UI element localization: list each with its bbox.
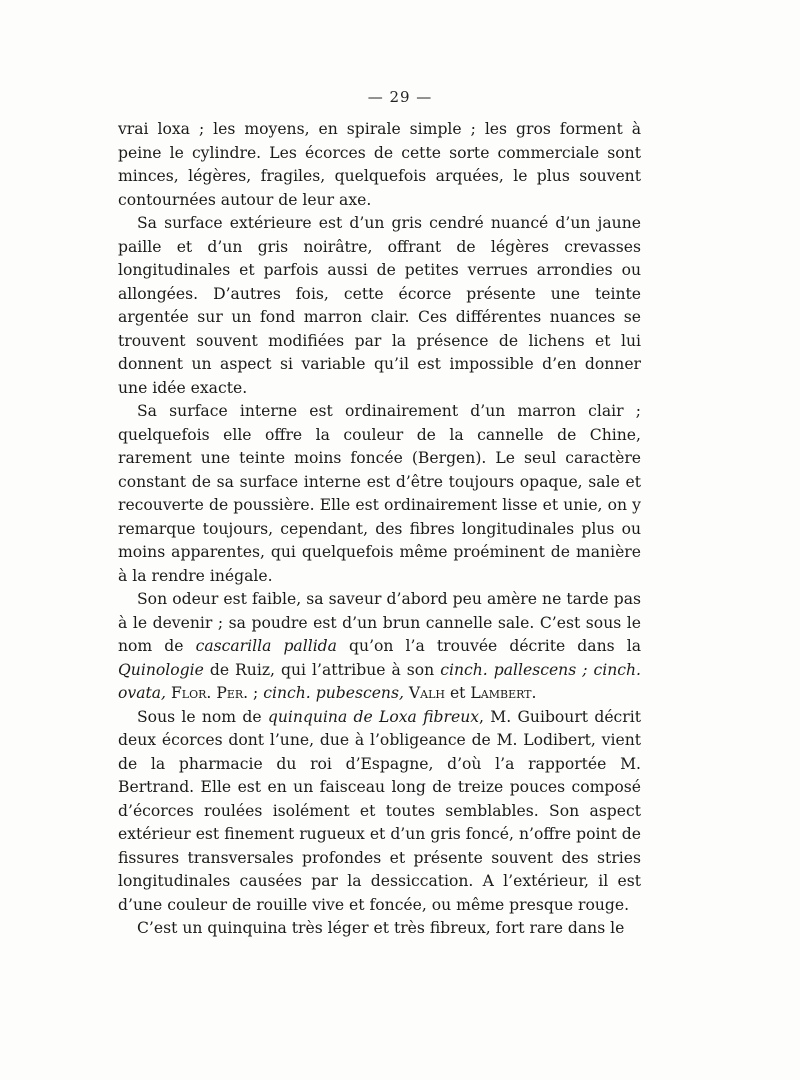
small-caps-name: Flor. Per.	[170, 684, 249, 702]
text-run: Sous le nom de	[137, 707, 268, 726]
text-run: .	[531, 684, 537, 702]
paragraph	[118, 212, 641, 400]
page-number: — 29 —	[367, 88, 433, 106]
italic-text: Quinologie	[118, 660, 204, 679]
paragraph	[118, 400, 641, 588]
small-caps-name: Lambert	[470, 684, 532, 702]
text-run: et	[445, 684, 471, 702]
text-run: qu’on l’a trouvée décrite dans la	[336, 637, 641, 655]
paragraph	[118, 917, 641, 941]
text-run: Sa surface interne est ordinairement d’un marron clair ; quelquefois elle offre la couleur de la cannelle de Chine, rarement une teinte moins foncée (Bergen). Le seul caractère constant de sa surface interne est d’être toujours opaque, sale et recouverte de poussière. Elle est ordinairement lisse et unie, on y remarque toujours, cependant, des fibres longitudinales plus ou moins apparentes, qui quelquefois même proéminent de manière à la rendre inégale.	[118, 402, 641, 585]
text-run: , M. Guibourt décrit deux écorces dont l’une, due à l’obligeance de M. Lodibert, vient de la pharmacie du roi d’Espagne, d’où l’a rapportée M. Bertrand. Elle est en un faisceau long de treize pouces composé d’écorces roulées isolément et toutes semblables. Son aspect extérieur est finement rugueux et d’un gris foncé, n’offre point de fissures transversales profondes et présente souvent des stries longitudinales causées par la dessiccation. A l’extérieur, il est d’une couleur de rouille vive et foncée, ou même presque rouge.	[118, 707, 641, 914]
text-run: Sa surface extérieure est d’un gris cendré nuancé d’un jaune paille et d’un gris noirâtre, offrant de légères crevasses longitudinales et parfois aussi de petites verrues arrondies ou allongées. D’autres fois, cette écorce présente une teinte argentée sur un fond marron clair. Ces différentes nuances se trouvent souvent modifiées par la présence de lichens et lui donnent un aspect si variable qu’il est impossible d’en donner une idée exacte.	[118, 214, 641, 397]
italic-text: quinquina de Loxa fibreux	[267, 707, 480, 726]
italic-text: cinch. pallescens ; cinch. ovata,	[118, 660, 641, 702]
small-caps-name: Valh	[408, 684, 445, 702]
text-run: C’est un quinquina très léger et très fibreux, fort rare dans le	[137, 919, 625, 937]
paragraph	[118, 588, 641, 706]
body-text	[118, 118, 641, 941]
text-run: ;	[248, 684, 264, 702]
italic-text: cinch. pubescens,	[263, 684, 404, 702]
paragraph	[118, 706, 641, 918]
italic-text: cascarilla pallida	[195, 637, 337, 655]
paragraph	[118, 118, 641, 212]
text-run: Son odeur est faible, sa saveur d’abord peu amère ne tarde pas à le devenir ; sa poudre est d’un brun cannelle sale. C’est sous le nom de	[118, 590, 641, 655]
text-run: de Ruiz, qui l’attribue à son	[203, 660, 441, 679]
text-run: vrai loxa ; les moyens, en spirale simple ; les gros forment à peine le cylindre. Les écorces de cette sorte commerciale sont minces, légères, fragiles, quelquefois arquées, le plus souvent contournées autour de leur axe.	[118, 120, 641, 209]
